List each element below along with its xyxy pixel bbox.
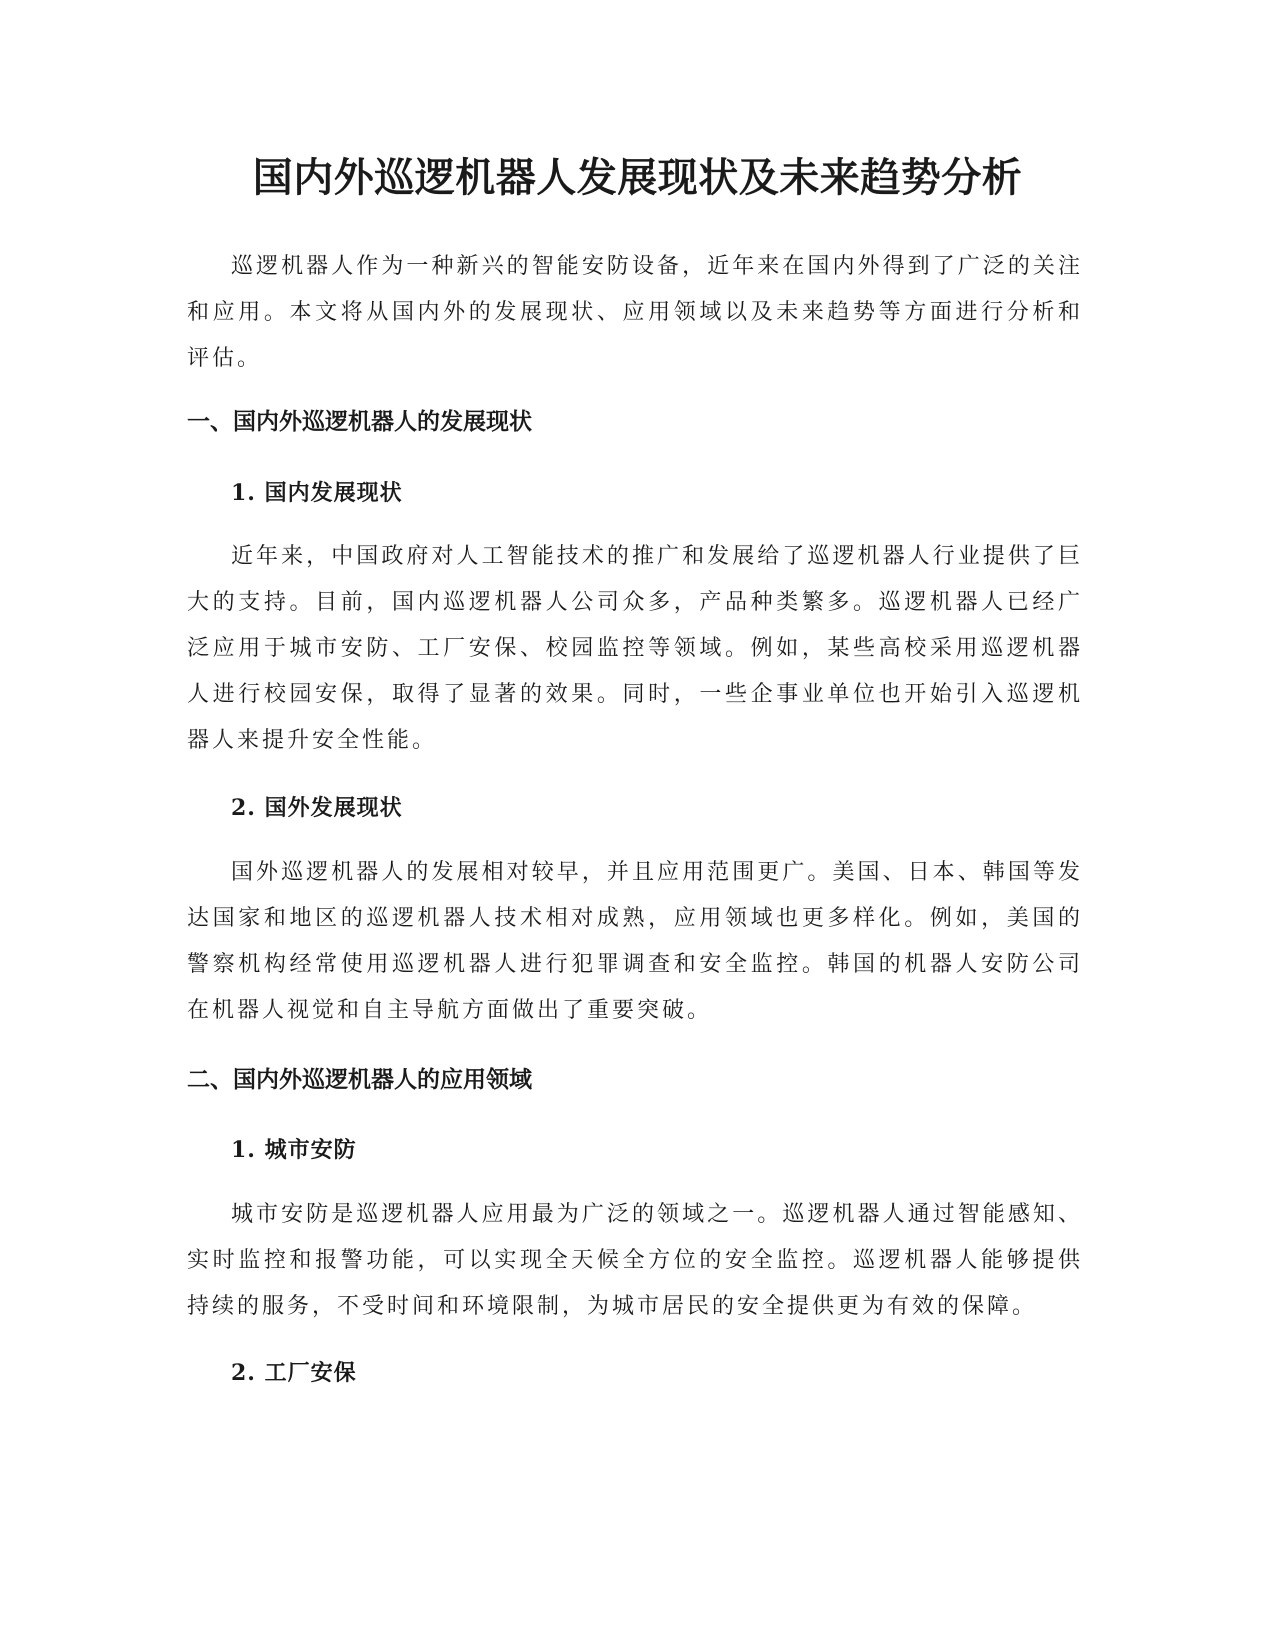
- subsection-paragraph-2-1: 城市安防是巡逻机器人应用最为广泛的领域之一。巡逻机器人通过智能感知、实时监控和报警功能，可以实现全天候全方位的安全监控。巡逻机器人能够提供持续的服务，不受时间和环境限制，为城市居民的安全提供更为有效的保障。: [187, 1202, 1083, 1319]
- subsection-heading-2-2: 2. 工厂安保: [231, 1360, 357, 1386]
- section-heading-2: 二、国内外巡逻机器人的应用领域: [187, 1067, 532, 1093]
- document-title: 国内外巡逻机器人发展现状及未来趋势分析: [252, 155, 1023, 201]
- subsection-heading-2-1: 1. 城市安防: [231, 1137, 357, 1163]
- subsection-heading-1-1: 1. 国内发展现状: [231, 480, 403, 506]
- intro-paragraph: 巡逻机器人作为一种新兴的智能安防设备，近年来在国内外得到了广泛的关注和应用。本文将从国内外的发展现状、应用领域以及未来趋势等方面进行分析和评估。: [187, 254, 1083, 371]
- subsection-paragraph-1-2: 国外巡逻机器人的发展相对较早，并且应用范围更广。美国、日本、韩国等发达国家和地区的巡逻机器人技术相对成熟，应用领域也更多样化。例如，美国的警察机构经常使用巡逻机器人进行犯罪调查和安全监控。韩国的机器人安防公司在机器人视觉和自主导航方面做出了重要突破。: [187, 860, 1083, 1023]
- subsection-heading-1-2: 2. 国外发展现状: [231, 795, 403, 821]
- subsection-paragraph-1-1: 近年来，中国政府对人工智能技术的推广和发展给了巡逻机器人行业提供了巨大的支持。目前，国内巡逻机器人公司众多，产品种类繁多。巡逻机器人已经广泛应用于城市安防、工厂安保、校园监控等领域。例如，某些高校采用巡逻机器人进行校园安保，取得了显著的效果。同时，一些企事业单位也开始引入巡逻机器人来提升安全性能。: [187, 544, 1083, 753]
- section-heading-1: 一、国内外巡逻机器人的发展现状: [187, 409, 532, 435]
